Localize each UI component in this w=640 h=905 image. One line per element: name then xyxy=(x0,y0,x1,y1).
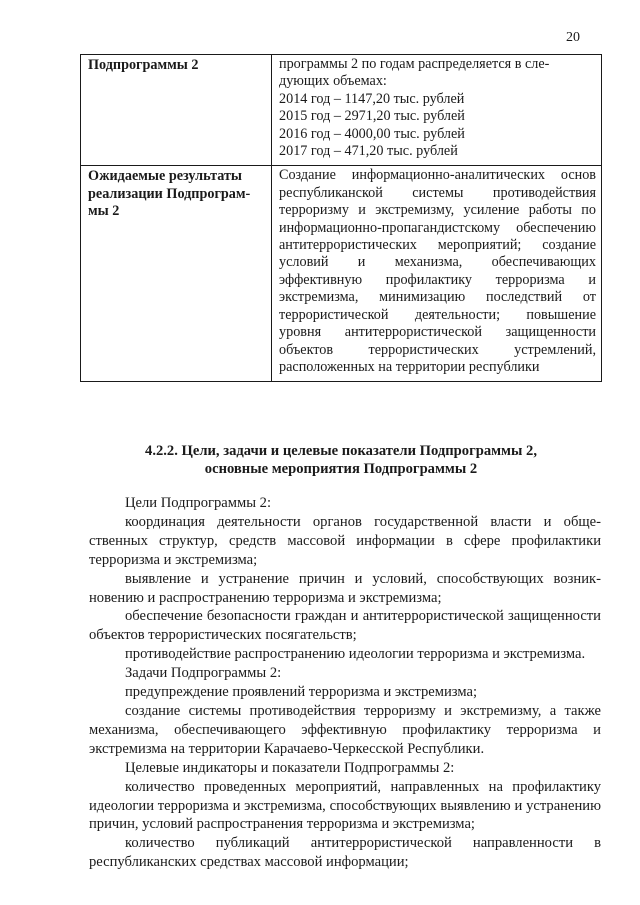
row-label-line: мы 2 xyxy=(88,203,120,220)
table-row xyxy=(81,166,602,382)
funding-line: программы 2 по годам распределяется в сле- xyxy=(279,56,550,72)
paragraph: противодействие распространению идеологии терроризма и экстремизма. xyxy=(125,646,586,663)
paragraph: предупреждение проявлений терроризма и экстремизма; xyxy=(125,684,478,701)
row-label: Подпрограммы 2 xyxy=(81,55,272,166)
paragraph: создание системы противодействия терроризму и экстремизму, а также механизма, обеспечивающего эффективную профилактику терроризма и экстремизма на территории Карачаево-Черкесской Республики. xyxy=(89,702,601,757)
row-label-line: Ожидаемые результаты xyxy=(88,168,242,185)
expected-results-cell: Создание информационно-аналитических основ республиканской системы противодействия терроризму и экстремизму, усиление работы по информационно-пропагандистскому обеспечению антитеррористических мероприятий; создание условий и механизма, обеспечивающих эффективную профилактику терроризма и экстремизма, минимизацию последствий от террористической деятельности; повышение уровня антитеррористической защищенности объектов террористических устремлений, расположенных на территории республики xyxy=(272,166,602,382)
funding-year-2014: 2014 год – 1147,20 тыс. рублей xyxy=(279,90,465,107)
section-title-line: 4.2.2. Цели, задачи и целевые показатели Подпрограммы 2, xyxy=(145,443,537,459)
section-title xyxy=(80,442,602,478)
row-label xyxy=(81,166,272,382)
funding-year-2017: 2017 год – 471,20 тыс. рублей xyxy=(279,143,458,160)
paragraph: Задачи Подпрограммы 2: xyxy=(125,665,282,682)
funding-year-2015: 2015 год – 2971,20 тыс. рублей xyxy=(279,108,465,125)
funding-year-2016: 2016 год – 4000,00 тыс. рублей xyxy=(279,125,465,142)
paragraph: координация деятельности органов государственной власти и общественных структур, средств массовой информации в сфере профилактики терроризма и экстремизма; xyxy=(89,513,601,568)
paragraph: Цели Подпрограммы 2: xyxy=(125,495,272,511)
funding-cell xyxy=(272,55,602,166)
paragraph: выявление и устранение причин и условий, способствующих возникновению и распространению терроризма и экстремизма; xyxy=(89,570,601,606)
section-body xyxy=(89,494,601,872)
paragraph: Целевые индикаторы и показатели Подпрограммы 2: xyxy=(125,759,455,776)
paragraph: количество проведенных мероприятий, направленных на профилактику идеологии терроризма и экстремизма, способствующих выявлению и устранению причин, условий распространения терроризма и экстремизма; xyxy=(89,778,601,833)
row-label-line: реализации Подпрограм- xyxy=(88,185,251,202)
paragraph: количество публикаций антитеррористической направленности в республиканских средствах массовой информации; xyxy=(89,835,601,871)
funding-line: дующих объемах: xyxy=(279,73,387,90)
program-passport-table xyxy=(80,54,602,382)
paragraph: обеспечение безопасности граждан и антитеррористической защищенности объектов террористических посягательств; xyxy=(89,608,601,644)
page-number: 20 xyxy=(566,30,580,45)
section-title-line: основные мероприятия Подпрограммы 2 xyxy=(204,461,478,477)
table-row xyxy=(81,55,602,166)
